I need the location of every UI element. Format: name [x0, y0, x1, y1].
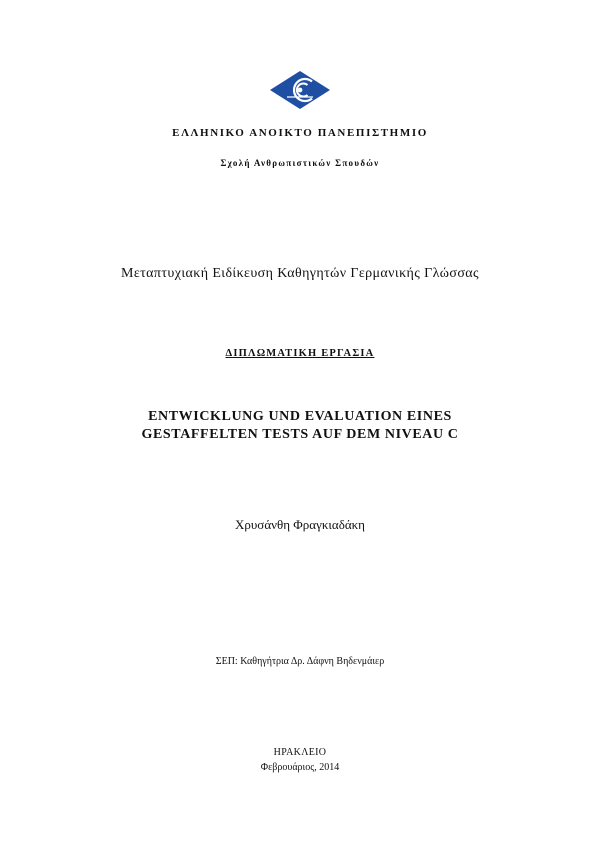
supervisor-line: ΣΕΠ: Καθηγήτρια Δρ. Δάφνη Βηδενμάιερ	[215, 656, 385, 667]
school-name: Σχολή Ανθρωπιστικών Σπουδών	[220, 158, 380, 168]
author-name: Χρυσάνθη Φραγκιαδάκη	[235, 517, 365, 532]
thesis-title-line-1: ENTWICKLUNG UND EVALUATION EINES	[148, 409, 452, 424]
university-name: ΕΛΛΗΝΙΚΟ ΑΝΟΙΚΤΟ ΠΑΝΕΠΙΣΤΗΜΙΟ	[172, 127, 428, 139]
university-logo-icon	[269, 70, 331, 110]
thesis-title-line-2: GESTAFFELTEN TESTS AUF DEM NIVEAU C	[141, 427, 459, 442]
specialization-title: Μεταπτυχιακή Ειδίκευση Καθηγητών Γερμανικής Γλώσσας	[121, 266, 479, 281]
city: ΗΡΑΚΛΕΙΟ	[273, 747, 327, 758]
date: Φεβρουάριος, 2014	[260, 762, 340, 773]
thesis-label: ΔΙΠΛΩΜΑΤΙΚΗ ΕΡΓΑΣΙΑ	[225, 348, 375, 359]
